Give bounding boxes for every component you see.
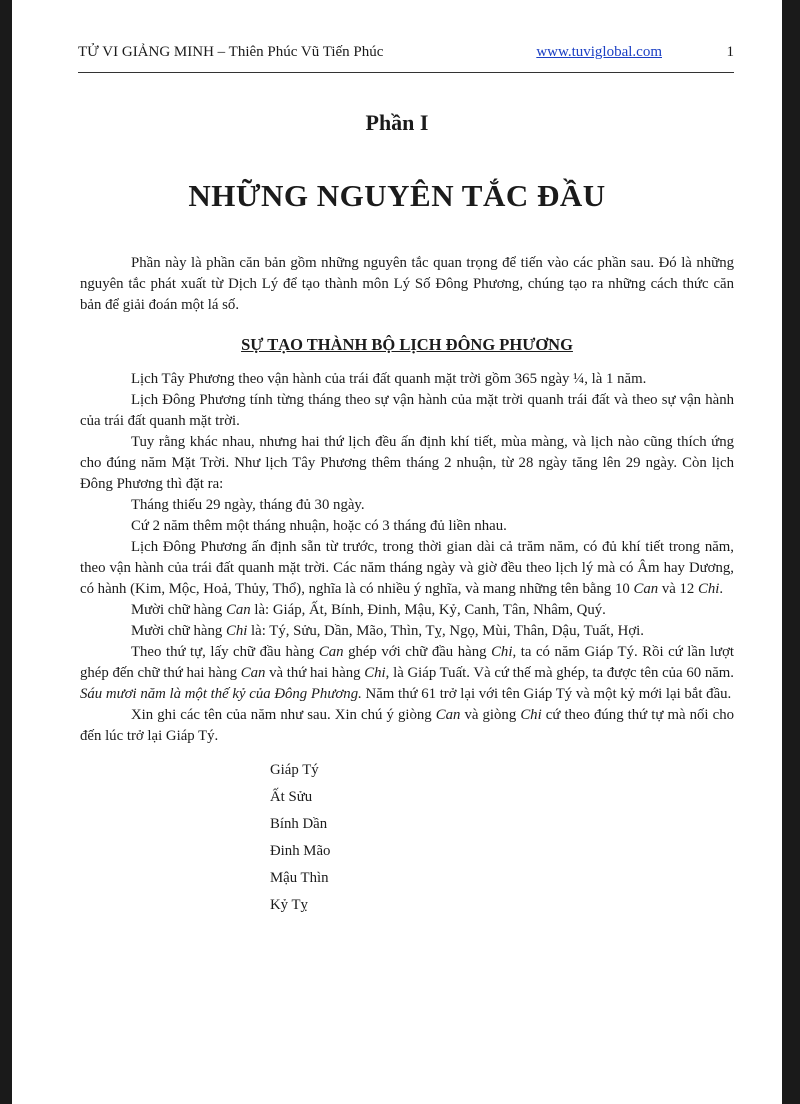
document-page	[12, 0, 782, 1104]
p8-term: Chi	[225, 623, 248, 639]
p6-text: Lịch Đông Phương ấn định sẵn từ trước, trong thời gian dài cả trăm năm, có đủ khí tiết trong năm, theo vận hành của trái đất quanh mặt trời. Các năm tháng ngày và giờ đều theo lịch lý mà có Âm hay Dương, có hành (Kim, Mộc, Hoả, Thủy, Thổ), nghĩa là có nhiều ý nghĩa, và mang những tên bằng 10	[80, 539, 734, 597]
p9-can1: Can	[318, 644, 344, 660]
year-item: Đinh Mão	[270, 843, 331, 859]
p9-a: Theo thứ tự, lấy chữ đầu hàng	[131, 644, 319, 660]
p9-italic: Sáu mươi năm là một thế kỷ của Đông Phương.	[80, 686, 362, 702]
paragraph-9	[80, 642, 734, 705]
p9-f: Năm thứ 61 trở lại với tên Giáp Tý và một kỷ mới lại bắt đầu.	[361, 686, 732, 702]
p9-e: , là Giáp Tuất. Và cứ thế mà ghép, ta được tên của 60 năm.	[385, 665, 734, 681]
paragraph-4: Tháng thiếu 29 ngày, tháng đủ 30 ngày.	[131, 497, 365, 513]
document-body	[80, 253, 734, 919]
p10-can: Can	[435, 707, 461, 723]
part-title: Phần I	[365, 110, 429, 135]
year-list	[270, 757, 734, 919]
year-item: Kỷ Tỵ	[270, 897, 308, 913]
p9-chi1: Chi	[491, 644, 513, 660]
p9-b: ghép với chữ đầu hàng	[343, 644, 492, 660]
paragraph-3: Tuy rằng khác nhau, nhưng hai thứ lịch đều ấn định khí tiết, mùa màng, và lịch nào cũng thích ứng cho đúng năm Mặt Trời. Như lịch Tây Phương thêm tháng 2 nhuận, từ 28 ngày tăng lên 29 ngày. Còn lịch Đông Phương thì đặt ra:	[80, 434, 734, 492]
paragraph-5: Cứ 2 năm thêm một tháng nhuận, hoặc có 3 tháng đủ liền nhau.	[131, 518, 507, 534]
paragraph-1: Lịch Tây Phương theo vận hành của trái đất quanh mặt trời gồm 365 ngày ¼, là 1 năm.	[131, 371, 647, 387]
p7-prefix: Mười chữ hàng	[131, 602, 226, 618]
website-link[interactable]: www.tuviglobal.com	[536, 44, 662, 60]
intro-paragraph: Phần này là phần căn bản gồm những nguyên tắc quan trọng để tiến vào các phần sau. Đó là những nguyên tắc phát xuất từ Dịch Lý để tạo thành môn Lý Số Đông Phương, chúng tạo ra những cách thức căn bản để giải đoán một lá số.	[80, 255, 734, 313]
main-title: NHỮNG NGUYÊN TẮC ĐẦU	[188, 178, 606, 213]
p8-prefix: Mười chữ hàng	[131, 623, 226, 639]
p10-a: Xin ghi các tên của năm như sau. Xin chú ý giòng	[131, 707, 436, 723]
p10-b: và giòng	[460, 707, 521, 723]
p7-text: là: Giáp, Ất, Bính, Đinh, Mậu, Kỷ, Canh, Tân, Nhâm, Quý.	[250, 602, 606, 618]
page-number: 1	[726, 44, 734, 60]
p9-can2: Can	[240, 665, 266, 681]
year-item: Ất Sửu	[270, 789, 313, 805]
paragraph-6	[80, 537, 734, 600]
p10-c: cứ theo đúng thứ tự mà nối cho đến lúc trở lại Giáp Tý.	[80, 707, 734, 744]
paragraph-10	[80, 705, 734, 747]
p8-text: là: Tý, Sửu, Dần, Mão, Thìn, Tỵ, Ngọ, Mùi, Thân, Dậu, Tuất, Hợi.	[247, 623, 644, 639]
paragraph-7	[80, 600, 734, 621]
year-item: Giáp Tý	[270, 762, 319, 778]
p6-and: và 12	[658, 581, 699, 597]
paragraph-8	[80, 621, 734, 642]
p9-c: , ta có năm Giáp Tý. Rồi cứ lần lượt ghép đến chữ thứ hai hàng	[80, 644, 735, 681]
section-heading: SỰ TẠO THÀNH BỘ LỊCH ĐÔNG PHƯƠNG	[241, 335, 573, 354]
p6-can: Can	[633, 581, 659, 597]
p6-chi: Chi	[698, 581, 720, 597]
p9-d: và thứ hai hàng	[265, 665, 365, 681]
paragraph-2: Lịch Đông Phương tính từng tháng theo sự vận hành của mặt trời quanh trái đất và theo sự vận hành của trái đất quanh mặt trời.	[80, 392, 734, 429]
p6-end: .	[719, 581, 724, 597]
year-item: Bính Dần	[270, 816, 328, 832]
p9-chi2: Chi	[364, 665, 386, 681]
p10-chi: Chi	[520, 707, 542, 723]
year-item: Mậu Thìn	[270, 870, 329, 886]
header-title: TỬ VI GIẢNG MINH – Thiên Phúc Vũ Tiến Phúc	[78, 44, 384, 60]
p7-term: Can	[225, 602, 251, 618]
page-header	[78, 44, 734, 73]
